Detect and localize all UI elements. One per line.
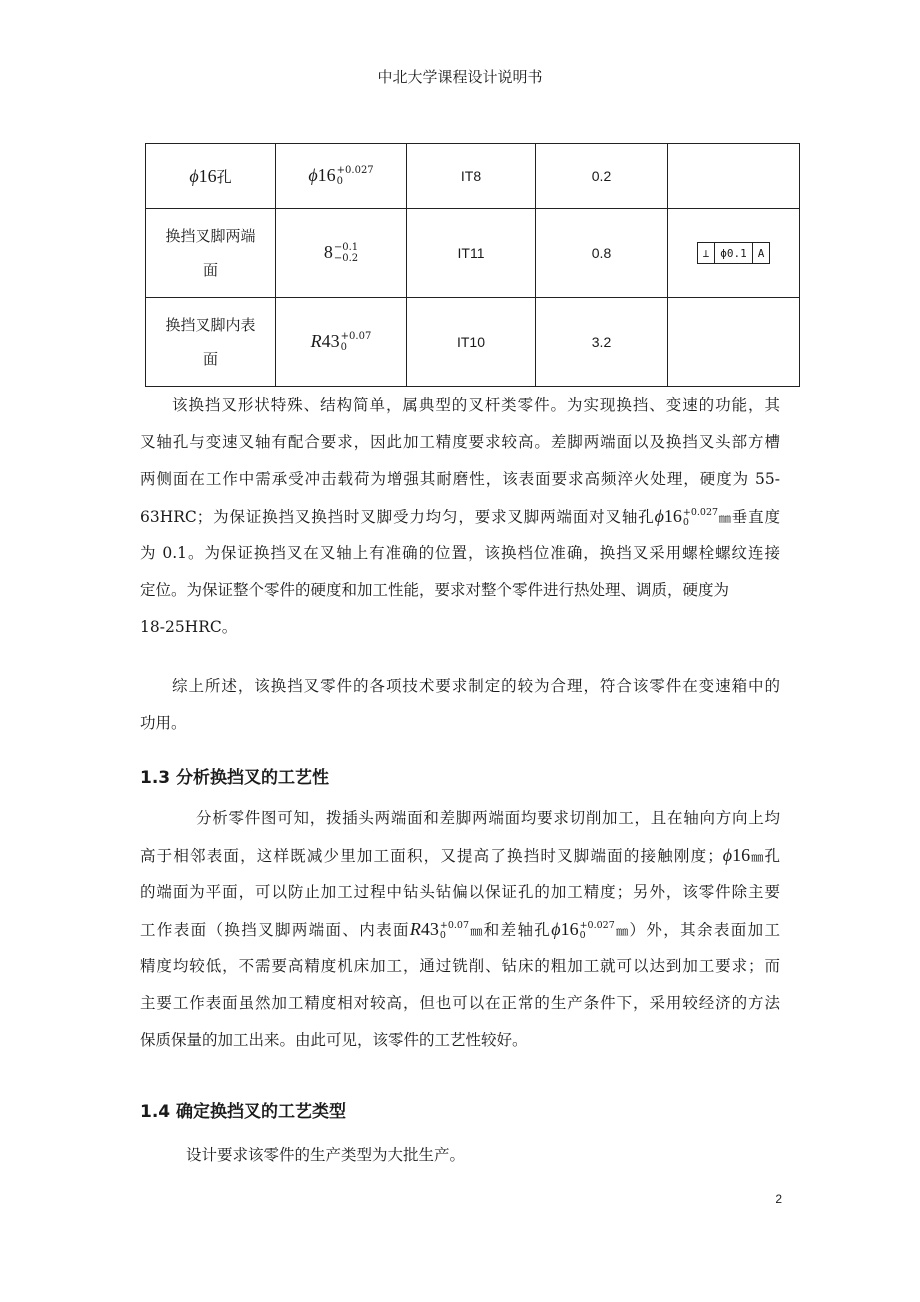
paragraph-requirements: 该换挡叉形状特殊、结构简单，属典型的叉杆类零件。为实现换挡、变速的功能，其 叉轴孔与变速叉轴有配合要求，因此加工精度要求较高。差脚两端面以及换挡叉头部方槽 两侧面在工作中需承受冲击载荷为增强其耐磨性，该表面要求高频淬火处理，硬度为 55- 63HRC；为保证换挡叉换挡时叉脚受力均匀，要求叉脚两端面对叉轴孔ϕ16 +0.027 0 ㎜垂直度 为 0.1。为保证换挡叉在叉轴上有准确的位置，该换档位准确，换挡叉采用螺栓螺纹连接 定位。为保证整个零件的硬度和加工性能，要求对整个零件进行热处理、调质，硬度为 18-25HRC。: [140, 396, 780, 636]
page-header: 中北大学课程设计说明书: [377, 68, 543, 86]
geometric-tolerance: [668, 144, 800, 209]
section-heading-1-3: 1.3 分析换挡叉的工艺性: [140, 768, 330, 788]
roughness: 3.2: [536, 298, 668, 387]
roughness: 0.2: [536, 144, 668, 209]
it-grade: IT8: [407, 144, 536, 209]
phi-symbol: ϕ: [189, 165, 199, 186]
table-row: [146, 144, 800, 209]
paragraph-summary: 综上所述，该换挡叉零件的各项技术要求制定的较为合理，符合该零件在变速箱中的 功用。: [140, 677, 780, 732]
paragraph-manufacturability: 分析零件图可知，拨插头两端面和差脚两端面均要求切削加工，且在轴向方向上均 高于相邻表面，这样既减少里加工面积，又提高了换挡时叉脚端面的接触刚度；ϕ16㎜孔 的端面为平面，可以防止加工过程中钻头钻偏以保证孔的加工精度；另外，该零件除主要 工作表面（换挡叉脚两端面、内表面R43 +0.07 0 ㎜和差轴孔ϕ16 +0.027 0 ㎜）外，其余表面加工 精度均较低，不需要高精度机床加工，通过铣削、钻床的粗加工就可以达到加工要求；而 主要工作表面虽然加工精度相对较高，但也可以在正常的生产条件下，采用较经济的方法 保质保量的加工出来。由此可见，该零件的工艺性较好。: [140, 809, 780, 1049]
dimension-cell: R43 +0.07 0: [276, 298, 407, 387]
spec-table: [145, 143, 800, 387]
dimension-cell: 8 −0.1 −0.2: [276, 209, 407, 298]
page-number: 2: [775, 1192, 782, 1206]
feature-name: 换挡叉脚两端 面: [146, 209, 276, 298]
dimension-cell: ϕ16 +0.027 0: [276, 144, 407, 209]
table-row: [146, 298, 800, 387]
table-row: [146, 209, 800, 298]
it-grade: IT10: [407, 298, 536, 387]
geometric-tolerance: [668, 298, 800, 387]
feature-name: 换挡叉脚内表 面: [146, 298, 276, 387]
perpendicularity-frame: ⊥ ϕ0.1 A: [697, 242, 771, 264]
section-heading-1-4: 1.4 确定换挡叉的工艺类型: [140, 1102, 347, 1122]
paragraph-production-type: 设计要求该零件的生产类型为大批生产。: [186, 1146, 466, 1164]
roughness: 0.8: [536, 209, 668, 298]
geometric-tolerance: [668, 209, 800, 298]
perpendicular-icon: ⊥: [698, 243, 716, 263]
feature-name: ϕ16孔: [146, 144, 276, 209]
it-grade: IT11: [407, 209, 536, 298]
